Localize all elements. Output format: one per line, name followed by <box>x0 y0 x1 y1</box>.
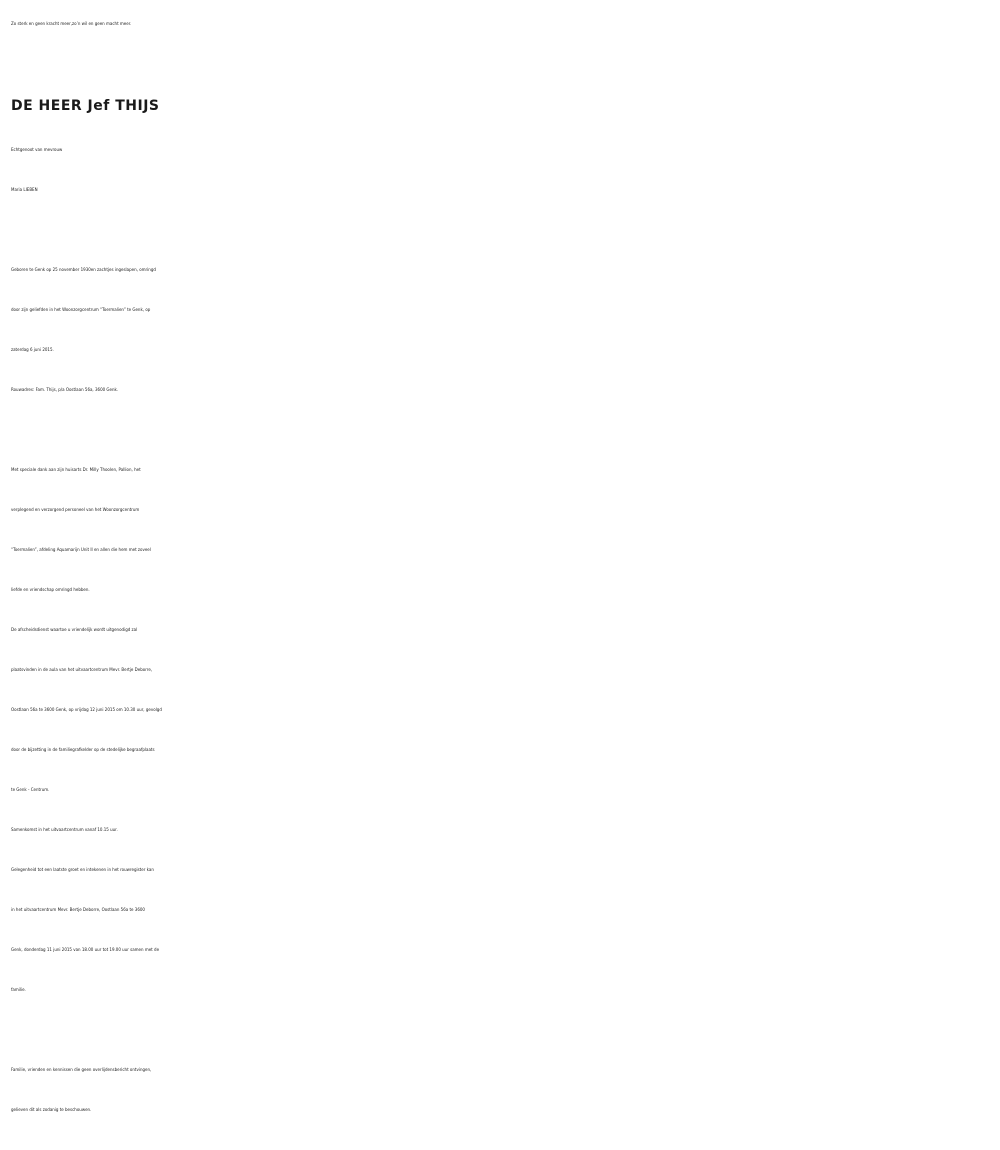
body-line: De afscheidsdienst waartoe u vriendelijk wordt uitgenodigd zal <box>11 627 138 632</box>
body-line: door de bijzetting in de familiegrafkelder op de stedelijke begraafplaats <box>11 747 155 752</box>
obituary-notice <box>11 4 996 1130</box>
body-line: Oostlaan 56a te 3600 Genk, op vrijdag 12 juni 2015 om 10.30 uur, gevolgd <box>11 707 162 712</box>
mourning-address: Rouwadres: Fam. Thijs, p/a Oostlaan 56a, 3600 Genk. <box>11 387 119 392</box>
spouse-block <box>11 130 996 210</box>
spouse-line: Echtgenoot van mevrouw <box>11 147 63 152</box>
body-line: Met speciale dank aan zijn huisarts Dr. Milly Thoolen, Pallion, het <box>11 467 141 472</box>
paragraph-spacer <box>11 410 996 450</box>
closing-line: Familie, vrienden en kennissen die geen overlijdensbericht ontvingen, <box>11 1067 152 1072</box>
thanks-and-service-block <box>11 450 996 1010</box>
body-line: liefde en vriendschap omringd hebben. <box>11 587 90 592</box>
body-line: in het uitvaartcentrum Mevr. Bertje Deborre, Oostlaan 56a te 3600 <box>11 907 145 912</box>
birth-and-address-block <box>11 250 996 410</box>
body-line: verplegend en verzorgend personeel van het Woonzorgcentrum <box>11 507 140 512</box>
body-line: “Toermalien”, afdeling Aquamarijn Unit II en allen die hem met zoveel <box>11 547 151 552</box>
body-line: Samenkomst in het uitvaartcentrum vanaf 10.15 uur. <box>11 827 118 832</box>
birth-line: zaterdag 6 juni 2015. <box>11 347 54 352</box>
body-line: plaatsvinden in de aula van het uitvaartcentrum Mevr. Bertje Deborre, <box>11 667 153 672</box>
closing-line: gelieven dit als zodanig te beschouwen. <box>11 1107 92 1112</box>
motto: Zo sterk en geen kracht meer,zo’n wil en geen macht meer. <box>11 21 132 26</box>
deceased-name-title: DE HEER Jef THIJS <box>11 98 160 114</box>
body-line: Genk, donderdag 11 juni 2015 van 18.00 uur tot 19.00 uur samen met de <box>11 947 160 952</box>
birth-line: door zijn geliefden in het Woonzorgcentrum “Toermalien” te Genk, op <box>11 307 151 312</box>
body-line: te Genk - Centrum. <box>11 787 50 792</box>
spouse-name: Maria LIEBEN <box>11 187 38 192</box>
closing-block <box>11 1050 996 1130</box>
paragraph-spacer <box>11 210 996 250</box>
body-line: familie. <box>11 987 26 992</box>
body-line: Gelegenheid tot een laatste groet en intekenen in het rouwregister kan <box>11 867 154 872</box>
birth-line: Geboren te Genk op 25 november 1930en zachtjes ingeslapen, omringd <box>11 267 156 272</box>
paragraph-spacer <box>11 1010 996 1050</box>
